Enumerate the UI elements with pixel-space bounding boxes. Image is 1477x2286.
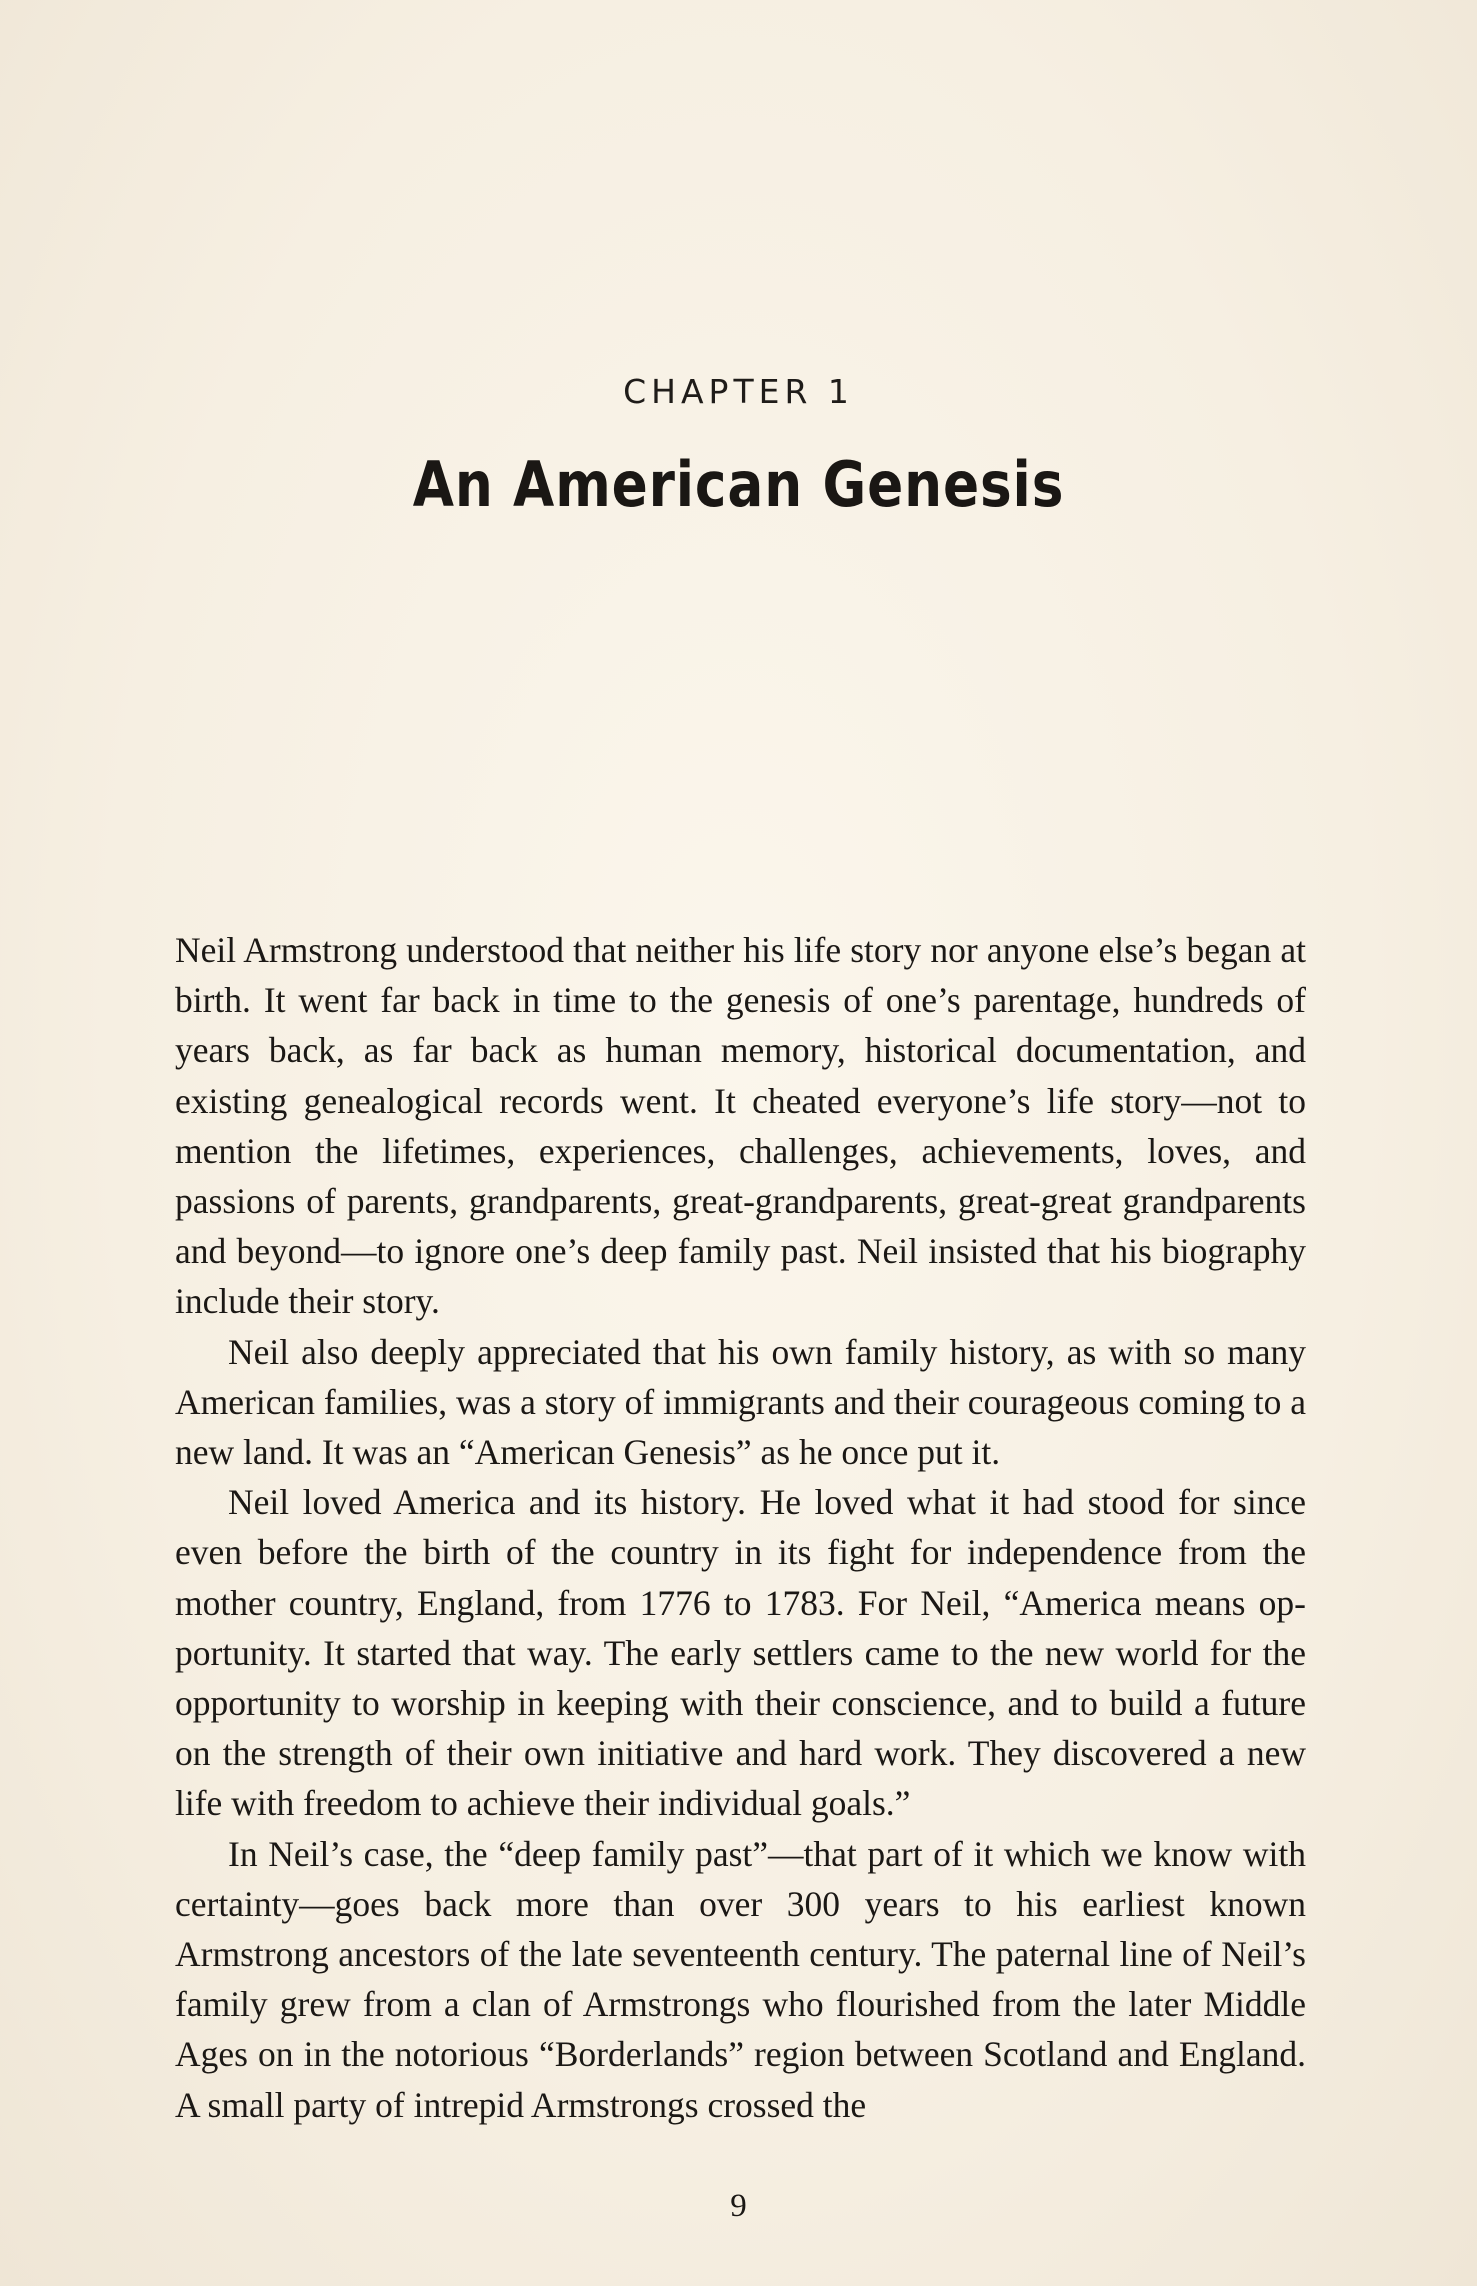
page-number: 9: [730, 2188, 747, 2224]
chapter-label: CHAPTER 1: [623, 372, 854, 411]
paragraph-4: In Neil’s case, the “deep family past”—that part of it which we know with certainty—goes back more than over 300 years to his earliest known Armstrong ancestors of the late seventeenth century. The paternal line of Neil’s family grew from a clan of Armstrongs who flourished from the later Middle Ages on in the notorious “Borderlands” region between Scotland and England. A small party of intrepid Armstrongs crossed the: [175, 1833, 1306, 2125]
paragraph-3: Neil loved America and its history. He loved what it had stood for since even before the birth of the country in its fight for independence from the mother country, England, from 1776 to 1783. For Neil, “America means opportunity. It started that way. The early settlers came to the new world for the opportunity to worship in keeping with their conscience, and to build a future on the strength of their own initiative and hard work. They discovered a new life with freedom to achieve their individual goals.”: [175, 1482, 1306, 1824]
chapter-title: An American Genesis: [412, 448, 1065, 521]
paragraph-2: Neil also deeply appreciated that his own family history, as with so many American families, was a story of immigrants and their courageous coming to a new land. It was an “American Genesis” as he once put it.: [175, 1331, 1306, 1473]
paragraph-1: Neil Armstrong understood that neither his life story nor anyone else’s began at birth. It went far back in time to the genesis of one’s parentage, hundreds of years back, as far back as human memory, historical documentation, and existing genealogical records went. It cheated everyone’s life story—not to mention the lifetimes, experiences, challenges, achievements, loves, and passions of parents, grandparents, great-grandparents, great-great grandparents and beyond—to ignore one’s deep family past. Neil insisted that his biography include their story.: [175, 930, 1306, 1322]
body-text: [175, 925, 1306, 2130]
